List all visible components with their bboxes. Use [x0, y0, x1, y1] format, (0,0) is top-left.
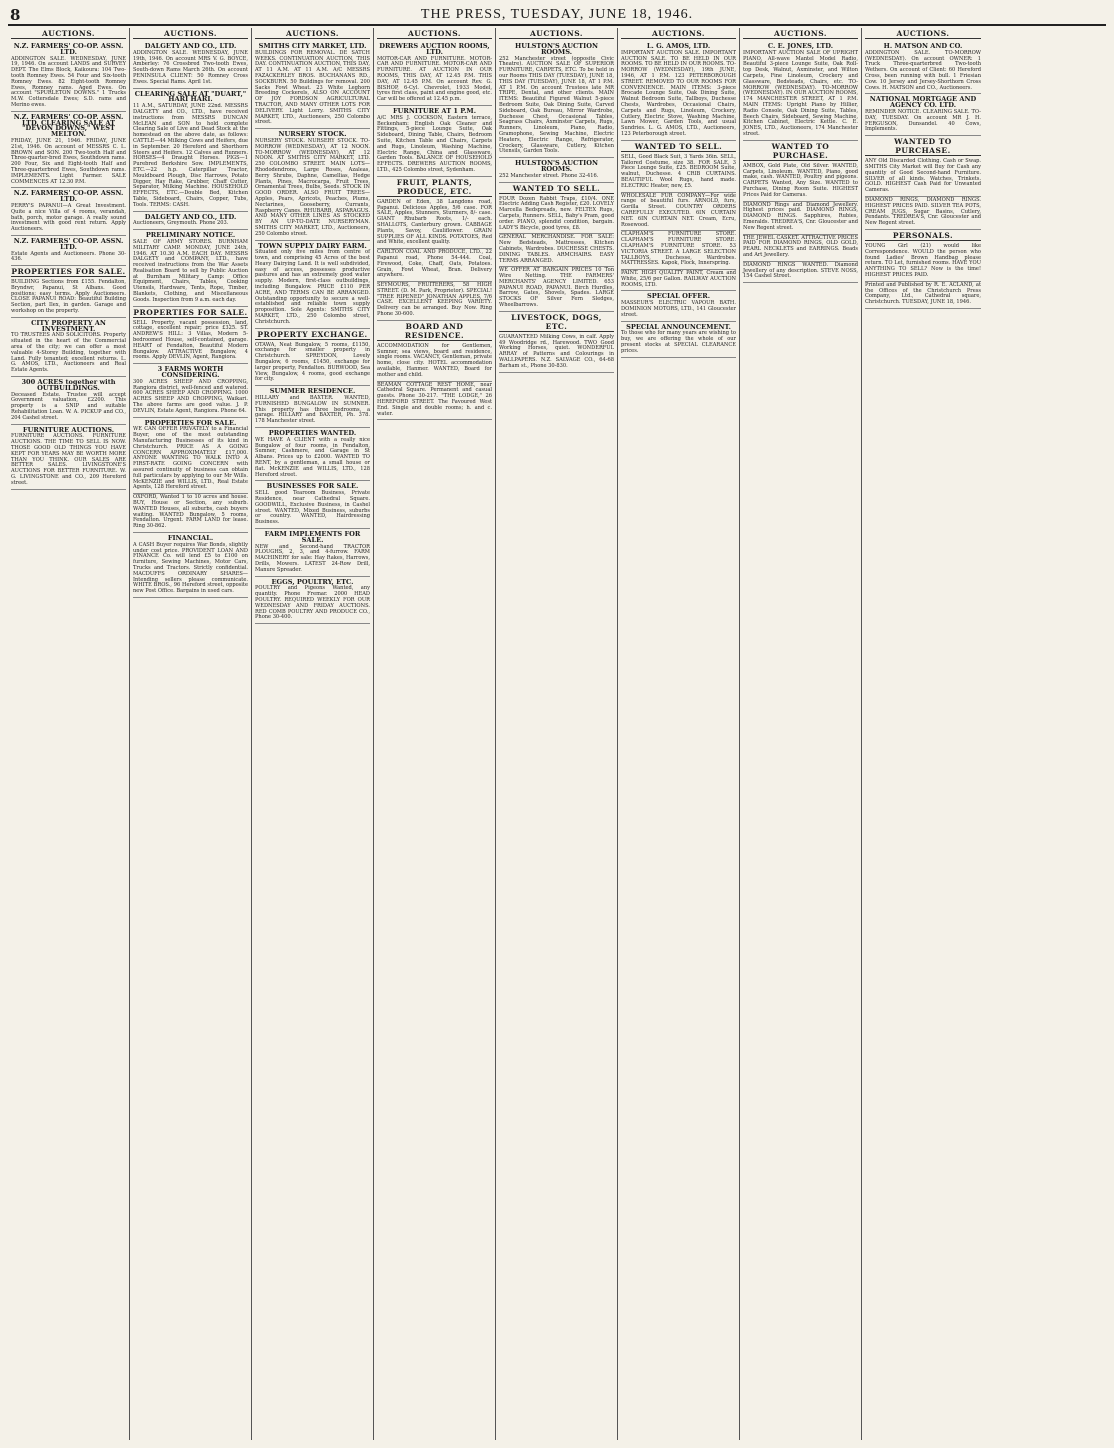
section-heading: WANTED TO PURCHASE. — [743, 142, 858, 161]
ad-heading: DREWERS AUCTION ROOMS, LTD. — [379, 42, 490, 56]
section-heading: FRUIT, PLANTS, PRODUCE, ETC. — [377, 178, 492, 197]
classified-ad — [11, 279, 126, 318]
ad-heading: PROPERTIES WANTED. — [268, 429, 357, 438]
classified-ad — [499, 234, 614, 267]
section-heading: AUCTIONS. — [743, 29, 858, 39]
ad-heading: 300 ACRES together with OUTBUILDINGS. — [21, 378, 116, 392]
ad-text: BUILDINGS FOR REMOVAL. DE SATCH WEEKS. CONTINUATION AUCTION, THIS DAY. CONTINUATION AUCTION, THIS DAY, AT 11 A.M. AT 11 A.M. A/C MESSRS FAZACKERLEY BROS. BUCHANANS RD., SOCKBURN. 50 Buildings for removal. 200 Sacks Fowl Wheat. 23 White Leghorn Breeding Cockerels, ALSO ON ACCOUNT OF JOY FORDSON AGRICULTURAL TRACTOR, AND MANY OTHER LOTS FOR DELIVERY. Light Lorry. SMITHS CITY MARKET, LTD., Auctioneers, 250 Colombo street. — [255, 49, 370, 126]
classified-ad — [255, 529, 370, 577]
ad-text: WHOLESALE FUR COMPANY—For wide range of beautiful furs. ARNOLD, furs, Gorilla Street. COUNTRY ORDERS CAREFULLY EXECUTED. 6IN CURTAIN NET. 6IN CURTAIN NET. Cream, Ecru, Rosewood. — [621, 192, 736, 228]
classified-ad — [255, 386, 370, 428]
classified-ad — [499, 41, 614, 158]
section-heading: WANTED TO SELL. — [499, 184, 614, 194]
ad-heading: SPECIAL OFFER. — [646, 292, 711, 301]
section-heading: PROPERTIES FOR SALE. — [11, 267, 126, 277]
ad-text: SELL Property, vacant possession, land, cottage, excellent repair; price £325. ST. ANDREW'S HILL: 3 Villas, Modern 5-bedroomed House, self-contained, garage. HEART of Fendalton, Beautiful Modern Bungalow. ATTRACTIVE Bungalow, 4 rooms. Apply DEVLIN, Agent, Rangiora. — [133, 319, 248, 361]
classified-ad — [377, 41, 492, 106]
classified-ad — [743, 235, 858, 262]
section-heading: AUCTIONS. — [865, 29, 981, 39]
classified-ad — [133, 364, 248, 417]
ad-heading: SMITHS CITY MARKET, LTD. — [258, 42, 367, 50]
classified-ad — [499, 158, 614, 182]
imprint-footer: Printed and Published by R. E. ACLAND, at the Offices of the Christchurch Press Company, Ltd., Cathedral square, Christchurch. TUESDAY, JUNE 18, 1946. — [865, 282, 981, 309]
ad-text: YOUNG Girl (21) would like Correspondence. WOULD the person who found Ladies' Brown Handbag please return. TO Let, furnished rooms. HAVE YOU ANYTHING TO SELL? Now is the time! HIGHEST PRICES PAID. — [865, 242, 981, 278]
ad-text: 11 A.M., SATURDAY, JUNE 22nd. MESSRS DALGETY and CO., LTD., have received instructions from MESSRS DUNCAN McLEAN and SON to hold complete Clearing Sale of Live and Dead Stock at the homestead on the above date, as follows: CATTLE—44 Milking Cows and Heifers, due in September. 20 Hereford and Shorthorn Steers and Heifers. 12 Calves and Runners. HORSES—4 Draught Horses. PIGS—1 Purebred Berkshire Sow. IMPLEMENTS, ETC.—22 h.p. Caterpillar Tractor, Mouldboard Plough, Disc Harrows, Potato Digger, Hay Rake, Grubber, Chaff Cutter, Separator, Milking Machine. HOUSEHOLD EFFECTS, ETC.—Double Bed, Kitchen Table, Sideboard, Chairs, Copper, Tubs, Tools. TERMS: CASH. — [133, 103, 248, 208]
ad-text: Auctioneers, Greymouth. Phone 203. — [133, 220, 229, 227]
ad-text: PAINT. HIGH QUALITY PAINT, Cream and White, 25/6 per Gallon. RAILWAY AUCTION ROOMS, LTD. — [621, 270, 736, 288]
classified-ad — [255, 577, 370, 625]
classified-ad — [377, 382, 492, 421]
classified-ad — [865, 243, 981, 282]
ad-heading: FURNITURE AT 1 P.M. — [392, 106, 477, 115]
section-heading: LIVESTOCK, DOGS, ETC. — [499, 313, 614, 332]
section-heading: BOARD AND RESIDENCE. — [377, 322, 492, 341]
masthead — [8, 6, 1106, 26]
classified-ad — [377, 282, 492, 321]
ad-heading: NURSERY STOCK. — [278, 130, 347, 139]
section-heading: AUCTIONS. — [621, 29, 736, 39]
classified-ad — [499, 196, 614, 235]
classified-ad — [621, 231, 736, 270]
classified-ad — [133, 230, 248, 307]
ad-text: NEW and Second-hand TRACTOR PLOUGHS, 2, 3, and 4-furrow. FARM MACHINERY for sale: Hay Rakes, Harrows, Drills, Mowers. LATEST 24-Row Drill, Manure Spreader. — [255, 543, 370, 573]
classified-ad — [255, 241, 370, 329]
classified-ad — [377, 249, 492, 282]
classified-ad — [865, 158, 981, 197]
classified-ad — [11, 318, 126, 377]
classified-ad — [499, 267, 614, 312]
classified-ad — [133, 533, 248, 598]
classified-ad — [377, 199, 492, 249]
section-heading: AUCTIONS. — [11, 29, 126, 39]
classified-ad — [377, 106, 492, 177]
classified-ad — [865, 197, 981, 230]
classified-ad — [11, 425, 126, 490]
classified-ad — [255, 342, 370, 387]
section-heading: PROPERTY EXCHANGE. — [255, 330, 370, 340]
classified-ad — [133, 320, 248, 365]
ad-text: GENERAL MERCHANDISE. FOR SALE: New Bedsteads, Mattresses, Kitchen Cabinets, Wardrobes. DUCHESSE CHESTS. DINING TABLES. ARMCHAIRS. EASY TERMS ARRANGED. — [499, 234, 614, 264]
ad-heading: FURNITURE AUCTIONS. — [22, 425, 115, 434]
ad-text: ADDINGTON SALE. WEDNESDAY, JUNE 19, 1946. On account LANDS and SURVEY DEPT. The Elms Block, Kaikoura: 104 Two-tooth Romney Ewes. 54 Four and Six-tooth Romney Ewes. 82 Eight-tooth Romney Ewes, Romney rams. Aged Ewes. On account "SPURLETON DOWNS." 1 Trucks M.W. Cottersdale Ewes; S.D. rams and Merino ewes. — [11, 55, 126, 108]
ad-text: MOTOR-CAR AND FURNITURE. MOTOR-CAR AND FURNITURE. MOTOR-CAR AND FURNITURE. AT AUCTION IN OUR ROOMS, THIS DAY, AT 12.45 P.M. THIS DAY, AT 12.45 P.M. On account Rev. G. BISHOP, 6-Cyl. Chevrolet, 1933 Model, tyres first class, paint and engine good, etc. Car will be offered at 12.45 p.m. — [377, 55, 492, 103]
classified-ad — [621, 322, 736, 358]
ad-text: BUILDING Sections from £155. Fendalton, Bryndwr, Papanui, St Albans. Good positions; easy terms. Apply Auctioneers. CLOSE PAPANUI ROAD: Beautiful Building Section, part Ilex, in garden. Garage and workshop on the property. — [11, 279, 126, 315]
ad-heading: TOWN SUPPLY DAIRY FARM. — [258, 241, 367, 250]
column-4 — [374, 28, 496, 1440]
classified-ad — [11, 41, 126, 112]
classified-ad — [621, 291, 736, 321]
ad-text: AMBOX, Gold Plate, Old Silver. WANTED, Carpets, Linoleum. WANTED, Piano, good make, cash. WANTED, Poultry and pigeons. CARPETS Wanted, Any Size. WANTED to Purchase, Dining Room Suite. HIGHEST Prices Paid for Cameras. — [743, 162, 858, 198]
newspaper-title: THE PRESS, TUESDAY, JUNE 18, 1946. — [420, 7, 694, 22]
ad-text: Deceased Estate. Trustee will accept Government valuation, £2200. This property is a SNIP and suitable Rehabilitation Loan. W. A. PICKUP and CO., 204 Cashel street. — [11, 391, 126, 421]
classified-ad — [377, 343, 492, 382]
ad-heading: 3 FARMS WORTH CONSIDERING. — [157, 365, 224, 380]
column-8 — [862, 28, 984, 1440]
section-heading: WANTED TO PURCHASE. — [865, 137, 981, 156]
ad-text: DIAMOND RINGS WANTED. Diamond Jewellery of any description. STEVE NOSS, 154 Cashel Street. — [743, 261, 858, 280]
classified-ad — [133, 494, 248, 533]
ad-text: Estate Agents and Auctioneers. Phone 30-436. — [11, 250, 126, 263]
classified-ad — [621, 41, 736, 141]
ad-text: REMINDER NOTICE. CLEARING SALE. TO-DAY, TUESDAY. On account MR J. H. FERGUSON, Dunsandel. 40 Cows, Implements. — [865, 108, 981, 133]
ad-text: GUARANTEED Milking Cows, in calf. Apply 49 Woodridge rd., Harewood. TWO Good Working Horses, quiet. WONDERFUL ARRAY of Patterns and Colourings in WALLPAPERS. N.Z. SALVAGE CO., 64-68 Barham st., Phone 30-830. — [499, 333, 614, 369]
ad-heading: CITY PROPERTY AN INVESTMENT. — [31, 318, 106, 333]
ad-text: SEYMOURS, FRUITERERS, 58 HIGH STREET. (D. M. Park, Proprietor). SPECIAL! "TREE RIPENED" JONATHAN APPLES, 7/6 CASE. EXCELLENT KEEPING VARIETY. Delivery can be arranged. Buy Now. Ring Phone 30-600. — [377, 282, 492, 318]
ad-text: A/C MRS J. COCKSON, Eastern terrace, Beckenham: English Oak Cleaner and Fittings, 5-piece Lounge Suite, Oak Sideboard, Dining Table, Chairs, Bedroom Suite, Kitchen Table and Chairs, Carpets and Rugs, Linoleum, Washing Machine, Electric Range, China and Glassware, Garden Tools. BALANCE OF HOUSEHOLD EFFECTS. DREWERS AUCTION ROOMS, LTD., 425 Colombo street, Sydenham. — [377, 114, 492, 173]
ad-heading: N.Z. FARMERS' CO-OP. ASSN. LTD. — [13, 189, 124, 204]
section-heading: AUCTIONS. — [499, 29, 614, 39]
classified-ad — [621, 270, 736, 291]
classified-ad — [499, 334, 614, 373]
ad-text: GARDEN of Eden, 38 Langdons road, Papanui. Delicious Apples, 5/6 case. FOR SALE, Apples, Stunners, Sturmers, 8/- case. GIANT Rhubarb Roots, 1/- each. SHALLOTS, Canterbury grown. CABBAGE Plants, Savoy, Cauliflower. GRAIN SUPPLIES OF ALL KINDS. POTATOES, Red and White, excellent quality. — [377, 198, 492, 246]
ad-text: ADDINGTON SALE. TO-MORROW (WEDNESDAY). On account OWNER: 1 Truck Three-quarterbred Two-tooth Wethers. On account of Client: 60 Hereford Cross, been running with bull. 1 Friesian Cow. 10 Jersey and Jersey-Shorthorn Cross Cows. H. MATSON and CO., Auctioneers. — [865, 49, 981, 91]
ad-heading: H. MATSON AND CO. — [883, 42, 963, 50]
ad-text: MASSEUR'S ELECTRIC VAPOUR BATH. DOMINION MOTORS, LTD., 141 Gloucester street. — [621, 300, 736, 318]
classified-ad — [11, 112, 126, 189]
classified-ad — [255, 129, 370, 240]
classified-ad — [743, 163, 858, 202]
ad-heading: EGGS, POULTRY, ETC. — [271, 577, 354, 586]
classified-ad — [255, 428, 370, 481]
ad-text: 252 Manchester street. Phone 32-416. — [499, 172, 599, 179]
ad-heading: CLEARING SALE AT "DUART," HARI HARI. — [134, 89, 247, 104]
column-2 — [130, 28, 252, 1440]
column-6 — [618, 28, 740, 1440]
ad-heading: SUMMER RESIDENCE. — [269, 387, 356, 396]
classified-ad — [743, 41, 858, 141]
ad-text: ANY Old Discarded Clothing. Cash or Swap. SMITHS City Market will Buy for Cash any quantity of Good Second-hand Furniture. SILVER of all kinds. Watches, Trinkets. GOLD. HIGHEST Cash Paid for Unwanted Cameras. — [865, 158, 981, 194]
ad-text: To those who for many years are wishing to buy, we are offering the whole of our present stocks at SPECIAL CLEARANCE prices. — [621, 330, 736, 354]
ad-text: IMPORTANT AUCTION SALE. IMPORTANT AUCTION SALE. TO BE HELD IN OUR ROOMS. TO BE HELD IN OUR ROOMS. TO-MORROW (WEDNESDAY), 19th JUNE, 1946, AT 1 P.M. 123 PETERBOROUGH STREET. REMOVED TO OUR ROOMS FOR CONVENIENCE. MAIN ITEMS: 3-piece Brocade Lounge Suite, Oak Dining Suite, Walnut Bedroom Suite, Tallboys, Duchesse Chests, Wardrobes, Occasional Chairs, Carpets and Rugs, Linoleum, Crockery, Cutlery, Electric Stove, Washing Machine, Lawn Mower, Garden Tools, and usual Sundries. L. G. AMOS, LTD., Auctioneers, 123 Peterborough street. — [621, 49, 736, 137]
ad-heading: FARM IMPLEMENTS FOR SALE. — [264, 529, 361, 544]
ad-heading: HULSTON'S AUCTION ROOMS. — [514, 42, 598, 56]
ad-heading: N.Z. FARMERS' CO-OP. ASSN. LTD. — [13, 236, 124, 251]
section-heading: PROPERTIES FOR SALE. — [133, 307, 248, 317]
classified-ad — [621, 193, 736, 232]
ad-text: A CASH Buyer requires War Bonds, slightly under cost price. PROVIDENT LOAN AND FINANCE Co. will lend £5 to £100 on furniture, Sewing Machines, Motor Cars, Trucks and Tractors. Strictly confidential. MACDUFFS ORDINARY SHARES—Intending sellers please communicate. WHITE BROS., 96 Hereford street, opposite new Post Office. Bargains in used cars. — [133, 541, 248, 595]
classified-ad — [11, 236, 126, 266]
column-3 — [252, 28, 374, 1440]
ad-heading: N.Z. FARMERS' CO-OP. ASSN. LTD. — [13, 42, 124, 56]
section-heading: PERSONALS. — [865, 231, 981, 241]
classified-ad — [11, 188, 126, 236]
section-heading: AUCTIONS. — [255, 29, 370, 39]
ad-text: ACCOMMODATION for Gentlemen, Sumner, sea views, board and residence, single rooms. VACANCY, Gentleman, private home, close city. HOTEL accommodation available, Hanmer. WANTED, Board for mother and child. — [377, 342, 492, 378]
ad-text: THE JEWEL CASKET. ATTRACTIVE PRICES PAID FOR DIAMOND RINGS, OLD GOLD, PEARL NECKLETS and EARRINGS. Beads and Art Jewellery. — [743, 234, 858, 258]
ad-heading: C. E. JONES, LTD. — [767, 42, 834, 50]
ad-heading: HULSTON'S AUCTION ROOMS. — [514, 159, 598, 173]
ad-text: 252 Manchester street (opposite Civic Theatre). AUCTION SALE OF SUPERIOR FURNITURE, CARPETS, ETC. To be held in our Rooms THIS DAY (TUESDAY), JUNE 18, THIS DAY (TUESDAY), JUNE 18, AT 1 P.M. AT 1 P.M. On account Trustees late MR TRIPE, Dental, and other clients. MAIN ITEMS: Beautiful Figured Walnut 5-piece Bedroom Suite, Oak Dining Suite, Carved Sideboard, Oak Bureau, Mirror Wardrobe, Duchesse Chest, Occasional Tables, Seagrass Chairs, Axminster Carpets, Rugs, Runners, Linoleum, Piano, Radio, Gramophone, Sewing Machine, Electric Heaters, Electric Range, Refrigerator, Crockery, Glassware, Cutlery, Kitchen Utensils, Garden Tools. — [499, 55, 614, 155]
classified-ad — [133, 89, 248, 212]
column-5 — [496, 28, 618, 1440]
ad-text: FURNITURE AUCTIONS. FURNITURE AUCTIONS. THE TIME TO SELL IS NOW. THOSE GOOD OLD THINGS YOU HAVE KEPT FOR YEARS MAY BE WORTH MORE THAN YOU THINK. OUR SALES ARE BETTER SALES. LIVINGSTONE'S AUCTIONS FOR BETTER FURNITURE. W. G. LIVINGSTONE and CO., 209 Hereford street. — [11, 433, 126, 486]
ad-text: Situated only five miles from centre of town, and comprising 45 Acres of the best Heavy Dairying Land. It is well subdivided, easy of access, possesses productive pastures and has an extremely good water supply. Modern, first-class outbuildings, including Bungalow. PRICE £110 PER ACRE, AND TERMS CAN BE ARRANGED. Outstanding opportunity to secure a well-established and reliable town supply proposition. Sole Agents: SMITHS CITY MARKET, LTD., 250 Colombo street, Christchurch. — [255, 249, 370, 325]
ad-heading: FINANCIAL. — [167, 533, 214, 542]
ad-text: BEAMAN COTTAGE REST HOME, near Cathedral Square. Permanent and casual guests. Phone 30-217. "THE LODGE," 26 HEREFORD STREET. The Favoured West End. Single and double rooms; h. and c. water. — [377, 381, 492, 417]
ad-text: WE CAN OFFER PRIVATELY to a Financial Buyer, one of the most outstanding Manufacturing Businesses of its kind in Christchurch. PRICE AS A GOING CONCERN APPROXIMATELY £17,000. ANYONE WANTING TO WALK INTO A FIRST-RATE GOING CONCERN with assured continuity of business can obtain full particulars by applying to our Mr Wills. McKENZIE and WILLIS, LTD., Real Estate Agents, 128 Hereford street. — [133, 426, 248, 491]
ad-text: IMPORTANT AUCTION SALE OF UPRIGHT PIANO, All-wave Mantel Model Radio, Beautiful 3-piece Lounge Suite, Oak Roll-top Desk, Walnut, Axminster, and Wilton Carpets, Fine Linoleum, Crockery and Glassware, Bedsteads, Chairs, etc. TO-MORROW (WEDNESDAY). TO-MORROW (WEDNESDAY). IN OUR AUCTION ROOMS, 174 MANCHESTER STREET, AT 1 P.M. MAIN ITEMS: Upright Piano by Hillier, Radio Console, Oak Dining Suite, Tables, Beech Chairs, Sideboard, Sewing Machine, Kitchen Cabinet, Electric Kettle. C. E. JONES, LTD., Auctioneers, 174 Manchester street. — [743, 49, 858, 137]
ad-text: FRIDAY, JUNE 21, 1946. FRIDAY, JUNE 21st, 1946. On account of MESSRS C. L. BROWN and SON. 200 Two-tooth Half and Three-quarter-bred Ewes, Southdown rams. 200 Four, Six and Eight-tooth Half and Three-quarterbred Ewes, Southdown rams. IMPLEMENTS. Light Farmer. SALE COMMENCES AT 12.30 P.M. — [11, 137, 126, 185]
ad-text: 300 ACRES SHEEP AND CROPPING, Rangiora district, well-fenced and watered. 600 ACRES SHEEP AND CROPPING. 1000 ACRES SHEEP AND CROPPING, Waikari. The above farms are good value. J. P. DEVLIN, Estate Agent, Rangiora. Phone 64. — [133, 378, 248, 414]
ad-text: SELL good Tearoom Business, Private Residence, near Cathedral Square. GOODWILL, Exclusive Business, in Cashel street. WANTED, Mixed Business, suburbs or country. WANTED, Hairdressing Business. — [255, 490, 370, 526]
ad-text: PERRY'S PAPANUI—A Great Investment. Quite a nice Villa of 4 rooms, verandah, bath, porch, motor garage. A really sound investment with good rent return. Apply Auctioneers. — [11, 202, 126, 233]
ad-text: CARLTON COAL AND PRODUCE, LTD., 22 Papanui road, Phone 54-444. Coal, Firewood, Coke, Chaff, Oats, Potatoes. Grain, Fowl Wheat, Bran. Delivery anywhere. — [377, 249, 492, 279]
ad-text: FOUR Dozen Rabbit Traps, £10/4. ONE Electric Adding Cash Register, £20. LOVELY Marcella Bedspreads, new. FELTEX Rugs, Carpets, Runners. SELL, Baby's Pram, good order. PIANO, splendid condition, bargain. LADY'S Bicycle, good tyres, £8. — [499, 195, 615, 231]
column-1 — [8, 28, 130, 1440]
classified-ad — [133, 418, 248, 495]
ad-heading: DALGETY AND CO., LTD. — [144, 42, 237, 50]
ad-heading: PROPERTIES FOR SALE. — [144, 418, 237, 427]
ad-text: POULTRY and Pigeons Wanted, any quantity. Phone Fremar. 2000 HEAD POULTRY. REQUIRED WEEKLY FOR OUR WEDNESDAY AND FRIDAY AUCTIONS. RED COMB POULTRY AND PRODUCE CO., Phone 30-400. — [255, 585, 370, 621]
classified-ad — [865, 41, 981, 94]
ad-text: SALE OF ARMY STORES. BURNHAM MILITARY CAMP. MONDAY, JUNE 24th, 1946. AT 10.30 A.M. EACH DAY. MESSRS DALGETY and COMPANY, LTD., have received instructions from the War Assets Realisation Board to sell by Public Auction at Burnham Military Camp: Office Equipment, Chairs, Tables, Cooking Utensils, Hardware, Tents, Rope, Timber, Blankets, Clothing, and Miscellaneous Goods. Inspection from 9 a.m. each day. — [133, 238, 248, 303]
ad-text: DIAMOND RINGS, DIAMOND RINGS. HIGHEST PRICES PAID. SILVER TEA POTS, CREAM JUGS, Sugar Basins, Cutlery, Pendants. TREDREA'S, Cnr. Gloucester and New Regent street. — [865, 196, 981, 227]
classified-ad — [743, 262, 858, 283]
classified-ad — [255, 41, 370, 129]
ad-text: WE OFFER AT BARGAIN PRICES 10 Ton Wire Netting. THE FARMERS' MERCHANTS' AGENCY LIMITED. 653 PAPANUI ROAD, PAPANUI. Birch Hurdles, Barrow, Gates, Shovels, Spades. LARGE STOCKS OF Silver Fern Sledges, Wheelbarrows. — [499, 267, 614, 309]
ad-heading: L. G. AMOS, LTD. — [646, 42, 711, 50]
section-heading: AUCTIONS. — [377, 29, 492, 39]
ad-text: OTAWA, Neat Bungalow, 5 rooms, £1150, exchange for smaller property in Christchurch. SPREYDON, Lovely Bungalow, 6 rooms, £1450, exchange for larger property, Fendalton. BURWOOD, Sea View, Bungalow, 4 rooms, good exchange for city. — [255, 341, 370, 383]
ad-heading: BUSINESSES FOR SALE. — [266, 482, 359, 491]
ad-text: OXFORD, Wanted 1 to 10 acres and house. BUY, House or Section, any suburb. WANTED Houses, all suburbs, cash buyers waiting. WANTED Bungalow, 5 rooms, Fendalton. Urgent. FARM LAND for lease. Ring 30-862. — [133, 494, 248, 530]
ad-heading: PRELIMINARY NOTICE. — [145, 231, 236, 240]
ad-heading: N.Z. FARMERS' CO-OP. ASSN. LTD. CLEARING SALE AT "DEVON DOWNS," WEST MELTON. — [13, 112, 124, 139]
ad-text: SELL, Good Black Suit, 3 Yards 36in. SELL, Tailored Costume, size 38. FOR SALE, 3 Piece Lounge Suite, £25. BEDROOM Suite, walnut, Duchesse. 4 CRIB CURTAINS. BEAUTIFUL Wool Rugs, hand made. ELECTRIC Heater, new, £5. — [621, 153, 736, 189]
classified-ad — [11, 377, 126, 425]
ad-heading: NATIONAL MORTGAGE AND AGENCY CO. LTD. — [869, 95, 977, 110]
classified-ad — [133, 41, 248, 89]
classified-ad — [621, 154, 736, 193]
section-heading: WANTED TO SELL. — [621, 142, 736, 152]
classified-ad — [255, 481, 370, 529]
classified-ad — [133, 212, 248, 231]
ad-text: DIAMOND Rings and Diamond Jewellery. Highest prices paid. DIAMOND RINGS, DIAMOND RINGS. Sapphires, Rubies, Emeralds. TREDREA'S, Cnr. Gloucester and New Regent street. — [743, 201, 858, 231]
ad-heading: DALGETY AND CO., LTD. — [144, 212, 237, 221]
column-7 — [740, 28, 862, 1440]
ad-text: CLAPHAM'S FURNITURE STORE. CLAPHAM'S FURNITURE STORE. CLAPHAM'S FURNITURE STORE. 53 VICTORIA STREET. A LARGE SELECTION TALLBOYS, Duchesse, Wardrobes. MATTRESSES. Kapok, Flock, Innerspring. — [621, 231, 736, 267]
section-heading: AUCTIONS. — [133, 29, 248, 39]
classified-ad — [865, 94, 981, 136]
ad-text: NURSERY STOCK. NURSERY STOCK. TO-MORROW (WEDNESDAY), AT 12 NOON. TO-MORROW (WEDNESDAY), AT 12 NOON. AT SMITHS CITY MARKET, LTD. 250 COLOMBO STREET. MAIN LOTS—Rhododendrons, Large Roses, Azaleas, Berry Shrubs, Daphne, Camellias, Hedge Plants, Pines, Macrocarpa, Fruit Trees, Ornamental Trees, Bulbs, Seeds. STOCK IN GOOD ORDER. ALSO FRUIT TREES—Apples, Pears, Apricots, Peaches, Plums, Nectarines, Gooseberry, Currants, Raspberry Canes. RHUBARB, ASPARAGUS. AND MANY OTHER LINES AS STOCKED BY AN UP-TO-DATE NURSERYMAN. SMITHS CITY MARKET, LTD., Auctioneers, 250 Colombo street. — [255, 137, 370, 237]
ad-text: TO TRUSTEES AND SOLICITORS. Property situated in the heart of the Commercial area of the city; we can offer a most valuable 4-Storey Building, together with Land. Fully tenanted; excellent returns. L. G. AMOS, LTD., Auctioneers and Real Estate Agents. — [11, 332, 126, 374]
page-number: 8 — [10, 6, 21, 24]
columns — [8, 28, 1106, 1440]
ad-text: ADDINGTON SALE. WEDNESDAY, JUNE 19th, 1946. On account MRS V. G. BOYCE, Amberley: 76 Crossbred Two-tooth Ewes, South-down Rams March 26th. On account PENINSULA CLIENT: 50 Romney Cross Ewes. Special Rams. April 1st. — [133, 49, 248, 85]
ad-text: HILLARY and BAXTER. WANTED, FURNISHED BUNGALOW IN SUMNER. This property has three bedrooms, a garage. HILLARY and BAXTER, Ph. 378. 178 Manchester street. — [255, 395, 370, 425]
classified-ad — [743, 202, 858, 235]
ad-text: WE HAVE A CLIENT with a really nice Bungalow of four rooms, in Fendalton, Sumner, Cashmere, and Garage in St Albans. Prices up to £2000. WANTED TO RENT, by a gentleman, a small house or flat. McKENZIE and WILLIS, LTD., 128 Hereford street. — [255, 436, 370, 478]
ad-heading: SPECIAL ANNOUNCEMENT. — [626, 322, 731, 331]
